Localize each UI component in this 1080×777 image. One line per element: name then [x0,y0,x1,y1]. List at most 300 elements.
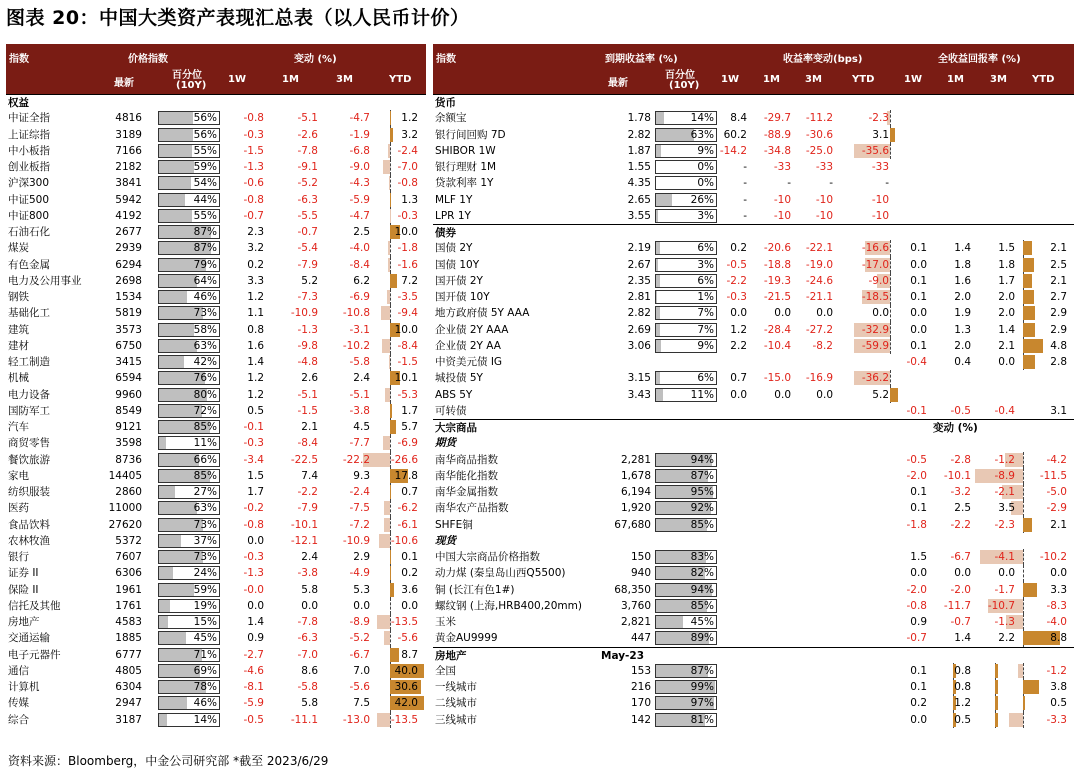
table-row [6,452,426,468]
tr-3m: -8.9 [994,469,1015,482]
tr-3m: -2.1 [994,486,1015,498]
latest-value: 6,194 [620,486,651,498]
table-row [433,370,1074,386]
change-1w: -0.3 [243,551,264,563]
tr-3m: 1.4 [998,323,1015,336]
percentile-fill [656,242,660,254]
latest-value: 142 [630,713,651,726]
tr-1m: 1.9 [954,307,971,320]
latest-value: 11000 [108,502,142,515]
percentile-value: 87% [193,242,217,255]
tr-ytd: -10.2 [1039,551,1067,563]
percentile-value: 56% [193,128,217,141]
tr-1m: -2.0 [950,583,971,596]
row-name: 上证综指 [8,128,50,141]
percentile-value: 80% [193,388,217,401]
tr-1m: -6.7 [950,551,971,563]
yc-1m: 0.0 [774,388,791,401]
table-row [6,663,426,679]
tr-1m: 0.4 [954,356,971,368]
row-name: 企业债 2Y AA [435,339,501,352]
col-latest: 最新 [114,78,134,89]
latest-value: 2.35 [627,274,651,287]
percentile-cell [158,615,220,629]
row-name: 商贸零售 [8,437,50,450]
change-3m: 0.0 [353,599,370,612]
change-1w: 1.5 [247,469,264,482]
tr-3m: 2.1 [998,339,1015,352]
section-header [433,419,1074,435]
yc-3m: -24.6 [805,274,833,287]
table-row [6,208,426,224]
change-ytd: -13.5 [390,713,418,726]
table-row [6,419,426,435]
change-3m: -7.5 [349,502,370,515]
latest-value: 7607 [115,551,142,563]
table-row [6,468,426,484]
percentile-value: 73% [193,551,217,563]
tr-ytd: 3.8 [1050,681,1067,693]
table-row [433,468,1074,484]
percentile-fill [656,291,657,303]
tr-1w: 0.1 [910,274,927,287]
change-1w: -2.7 [243,648,264,661]
latest-value: 1.78 [627,112,651,125]
percentile-fill [656,340,661,352]
percentile-fill [159,145,192,157]
percentile-cell [655,258,717,272]
change-3m: -5.2 [349,632,370,645]
tr-1w: -0.7 [906,632,927,645]
tr-1m: 1.2 [954,697,971,710]
percentile-cell [655,323,717,337]
page-title: 图表 20：中国大类资产表现汇总表（以人民币计价） [6,7,470,29]
yc-3m: -21.1 [805,291,833,303]
col-1m: 1M [282,74,299,85]
table-row [6,322,426,338]
percentile-value: 11% [690,388,714,401]
change-1w: -0.0 [243,583,264,596]
latest-value: 4.35 [627,177,651,190]
tr-1m: 0.8 [954,681,971,693]
percentile-value: 1% [697,291,714,303]
table-row [433,712,1074,728]
table-row [433,387,1074,403]
change-3m: 4.5 [353,421,370,433]
change-1w: 1.2 [247,372,264,385]
change-1w: 0.9 [247,632,264,645]
change-1w: -5.9 [243,697,264,710]
tr-1w: 0.1 [910,339,927,352]
percentile-cell [158,550,220,564]
percentile-cell [158,323,220,337]
tr-1w: -2.0 [906,469,927,482]
tr-3m: -1.7 [994,583,1015,596]
change-1m: -9.1 [297,161,318,173]
row-name: 食品饮料 [8,518,50,531]
zero-line [890,338,891,354]
change-ytd: -9.4 [397,307,418,320]
table-row [6,679,426,695]
percentile-value: 64% [193,274,217,287]
percentile-fill [159,291,187,303]
change-1m: -5.4 [297,242,318,255]
latest-value: 2.82 [627,307,651,320]
percentile-value: 94% [690,583,714,596]
change-1m: -7.9 [297,258,318,271]
table-row [6,387,426,403]
change-ytd: 40.0 [394,664,418,677]
percentile-fill [656,194,672,206]
tr-1w: 0.1 [910,291,927,303]
row-name: 全国 [435,664,456,677]
yc-ytd: 3.1 [872,128,889,141]
yc-ytd: 0.0 [872,307,889,320]
return-bar [995,696,998,710]
percentile-value: 9% [697,144,714,157]
tr-1w: 0.1 [910,502,927,515]
table-row [6,257,426,273]
percentile-cell [655,664,717,678]
change-ytd: -8.4 [397,339,418,352]
tr-ytd: 2.9 [1050,323,1067,336]
tr-3m: 1.8 [998,258,1015,271]
percentile-cell [158,176,220,190]
change-1m: 2.1 [301,421,318,433]
latest-value: 3573 [115,323,142,336]
yc-1m: - [787,177,791,190]
latest-value: 6304 [115,681,142,693]
tr-1w: 1.5 [910,551,927,563]
change-ytd: -5.3 [397,388,418,401]
col-change: 变动 (%) [294,54,337,65]
col-yield: 到期收益率 (%) [605,54,678,65]
latest-value: 1,920 [620,502,651,515]
percentile-value: 42% [193,356,217,368]
tr-ytd: 4.8 [1050,339,1067,352]
return-bar [995,713,998,727]
percentile-fill [159,616,168,628]
change-1m: -5.1 [297,112,318,125]
yc-1w: - [743,193,747,206]
fixed-income-table-body [433,94,1074,728]
row-name: 证券 II [8,567,39,580]
latest-value: 3598 [115,437,142,450]
yc-1m: -15.0 [763,372,791,385]
row-name: MLF 1Y [435,193,473,206]
percentile-fill [159,437,166,449]
percentile-cell [158,485,220,499]
change-ytd: -13.5 [390,616,418,628]
percentile-cell [158,583,220,597]
tr-ytd: -5.0 [1046,486,1067,498]
percentile-cell [158,420,220,434]
latest-value: 3,760 [620,599,651,612]
row-name: 钢铁 [8,291,29,303]
col-yc-3m: 3M [805,74,822,85]
percentile-cell [158,436,220,450]
percentile-value: 19% [193,599,217,612]
change-1w: 1.4 [247,356,264,368]
latest-value: 3189 [115,128,142,141]
change-1w: 3.2 [247,242,264,255]
yc-1m: -19.3 [763,274,791,287]
yc-ytd: -32.9 [861,323,889,336]
change-1m: -0.7 [297,226,318,238]
table-row [6,630,426,646]
tr-1m: 1.8 [954,258,971,271]
latest-value: 2,281 [620,453,651,466]
change-ytd: 1.3 [401,193,418,206]
yc-ytd: -59.9 [861,339,889,352]
yc-3m: -25.0 [805,144,833,157]
table-row [433,322,1074,338]
table-row [6,273,426,289]
percentile-cell [158,680,220,694]
row-name: SHFE铜 [435,518,473,531]
table-row [433,517,1074,533]
percentile-fill [159,454,199,466]
col-pct-10y: (10Y) [176,80,207,91]
change-1w: 1.7 [247,486,264,498]
row-name: 交通运输 [8,632,50,645]
percentile-cell [158,225,220,239]
change-1w: 0.8 [247,323,264,336]
table-row [6,500,426,516]
change-1m: -7.8 [297,616,318,628]
change-1w: 1.6 [247,339,264,352]
percentile-value: 11% [193,437,217,450]
percentile-value: 58% [193,323,217,336]
change-1m: -8.4 [297,437,318,450]
yc-1m: -28.4 [763,323,791,336]
latest-value: 67,680 [614,518,651,531]
latest-value: 1961 [115,583,142,596]
change-1w: -4.6 [243,664,264,677]
percentile-cell [655,518,717,532]
latest-value: 8736 [115,453,142,466]
change-3m: -4.9 [349,567,370,580]
table-row [6,614,426,630]
change-1w: -0.3 [243,128,264,141]
change-3m: -6.7 [349,648,370,661]
table-row [433,452,1074,468]
row-name: 沪深300 [8,177,50,190]
percentile-value: 44% [193,193,217,206]
change-ytd: -0.8 [397,177,418,190]
latest-value: 6294 [115,258,142,271]
row-name: 二线城市 [435,697,477,710]
tr-3m: 3.5 [998,502,1015,515]
row-name: 电子元器件 [8,648,61,661]
tr-1w: 0.1 [910,242,927,255]
latest-value: 216 [630,681,651,693]
table-row [433,679,1074,695]
table-row [433,159,1074,175]
tr-3m: -1.3 [994,616,1015,628]
tr-ytd: 2.1 [1050,518,1067,531]
percentile-fill [159,502,197,514]
percentile-fill [159,486,175,498]
tr-1m: -10.1 [943,469,971,482]
change-3m: -5.8 [349,356,370,368]
yc-1w: -0.3 [726,291,747,303]
table-row [6,354,426,370]
tr-1m: 2.5 [954,502,971,515]
yc-1w: 0.0 [730,307,747,320]
percentile-fill [656,372,660,384]
percentile-cell [158,501,220,515]
latest-value: 6777 [115,648,142,661]
table-row [433,500,1074,516]
change-ytd: -6.1 [397,518,418,531]
row-name: 动力煤 (秦皇岛山西Q5500) [435,567,566,580]
yc-1w: 60.2 [723,128,747,141]
tr-ytd: 2.8 [1050,356,1067,368]
zero-line [890,143,891,159]
tr-ytd: 2.7 [1050,291,1067,303]
change-ytd: 0.2 [401,567,418,580]
percentile-fill [656,210,658,222]
tr-1m: 2.0 [954,339,971,352]
col-index: 指数 [9,54,29,65]
change-1m: 8.6 [301,664,318,677]
percentile-cell [655,615,717,629]
percentile-fill [159,129,193,141]
change-1w: -0.5 [243,713,264,726]
change-1w: -0.8 [243,112,264,125]
percentile-cell [655,453,717,467]
percentile-value: 82% [690,567,714,580]
percentile-cell [158,306,220,320]
latest-value: 6306 [115,567,142,580]
percentile-value: 15% [193,616,217,628]
yc-3m: -33 [815,161,833,173]
table-row [6,159,426,175]
latest-value: 6594 [115,372,142,385]
section-label: 房地产 [435,649,467,662]
latest-value: 2939 [115,242,142,255]
row-name: 建筑 [8,323,29,336]
percentile-fill [656,307,660,319]
percentile-cell [655,111,717,125]
percentile-value: 79% [193,258,217,271]
change-ytd: 1.2 [401,112,418,125]
zero-line [890,240,891,256]
percentile-cell [158,241,220,255]
col-index: 指数 [436,54,456,65]
tr-1m: -3.2 [950,486,971,498]
percentile-value: 46% [193,291,217,303]
percentile-value: 71% [193,648,217,661]
latest-value: 3415 [115,356,142,368]
row-name: 地方政府债 5Y AAA [435,307,530,320]
yc-1m: -10.4 [763,339,791,352]
tr-3m: -10.7 [987,599,1015,612]
table-row [433,289,1074,305]
change-1m: 2.6 [301,372,318,385]
tr-1w: 0.2 [910,697,927,710]
tr-1m: 0.8 [954,664,971,677]
latest-value: 2947 [115,697,142,710]
percentile-cell [158,696,220,710]
change-1w: 0.2 [247,258,264,271]
percentile-cell [655,599,717,613]
row-name: 中证全指 [8,112,50,125]
table-row [6,565,426,581]
row-name: 中证800 [8,209,50,222]
row-name: 玉米 [435,616,456,628]
yc-ytd: -16.6 [861,242,889,255]
equity-table [6,44,426,728]
percentile-cell [158,534,220,548]
subsection-label: 现货 [435,534,456,547]
tr-1m: 0.0 [954,567,971,580]
change-3m: -3.8 [349,404,370,417]
percentile-cell [158,128,220,142]
yc-1m: -21.5 [763,291,791,303]
tr-1m: -11.7 [943,599,971,612]
change-1w: -8.1 [243,681,264,693]
table-row [433,143,1074,159]
change-1w: -0.1 [243,421,264,433]
tr-1w: 0.9 [910,616,927,628]
percentile-value: 66% [193,453,217,466]
percentile-cell [158,258,220,272]
percentile-value: 97% [690,697,714,710]
col-yc-1m: 1M [763,74,780,85]
percentile-fill [159,161,194,173]
tr-1m: -0.7 [950,616,971,628]
source-note: 资料来源：Bloomberg，中金公司研究部 *截至 2023/6/29 [8,754,329,768]
change-3m: -8.9 [349,616,370,628]
table-row [6,403,426,419]
percentile-value: 72% [193,404,217,417]
row-name: LPR 1Y [435,209,471,222]
change-3m: 9.3 [353,469,370,482]
table-row [6,712,426,728]
row-name: 机械 [8,372,29,385]
change-ytd: 1.7 [401,404,418,417]
table-row [6,240,426,256]
percentile-fill [159,340,197,352]
return-ytd-bar [1009,713,1023,727]
row-name: 南华农产品指数 [435,502,509,515]
row-name: 有色金属 [8,258,50,271]
percentile-value: 85% [690,518,714,531]
latest-value: 2.19 [627,242,651,255]
yc-1w: -2.2 [726,274,747,287]
table-row [6,695,426,711]
percentile-fill [159,275,197,287]
latest-value: 1761 [115,599,142,612]
change-ytd: 10.1 [394,372,418,385]
change-3m: -5.6 [349,681,370,693]
change-1m: -1.3 [297,323,318,336]
row-name: 中小板指 [8,144,50,157]
change-3m: -10.2 [342,339,370,352]
percentile-cell [158,371,220,385]
change-ytd: 10.0 [394,323,418,336]
col-yc-1w: 1W [721,74,739,85]
tr-3m: 1.7 [998,274,1015,287]
percentile-cell [655,501,717,515]
yc-ytd: -18.5 [861,291,889,303]
percentile-value: 85% [193,421,217,433]
latest-value: 3.06 [627,339,651,352]
row-name: 中资美元债 IG [435,356,503,368]
table-row [6,305,426,321]
